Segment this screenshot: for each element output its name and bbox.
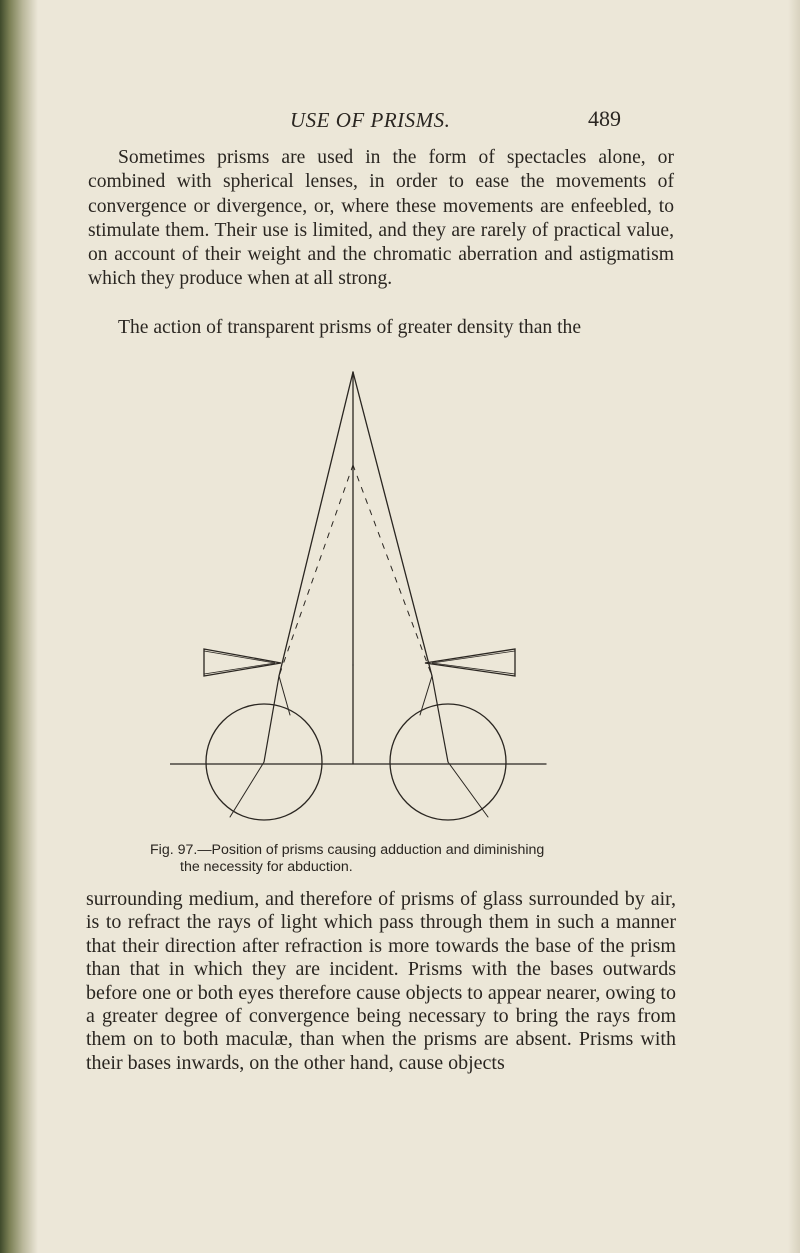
caption-line-1: —Position of prisms causing adduction and diminishing [197, 842, 545, 858]
right-ray [353, 372, 432, 676]
caption-label: Fig. 97. [150, 842, 198, 858]
paragraph-transparent-prisms-start: The action of transparent prisms of greater density than the [118, 317, 582, 338]
figure-caption [150, 842, 660, 876]
left-ray [279, 372, 353, 676]
figure-97-prism-diagram [170, 370, 570, 840]
paragraph-prism-spectacles: Sometimes prisms are used in the form of spectacles alone, or combined with spherical lenses, in order to ease the movements of convergence or divergence, or, where these movements are enfeebled, to stimulate them. Their use is limited, and they are rarely of practical value, on account of their weight and the chromatic aberration and astigmatism which they produce when at all strong. [88, 147, 674, 290]
left-dashed-ray [279, 465, 353, 676]
paragraph-refraction: surrounding medium, and therefore of prisms of glass surrounded by air, is to refract the rays of light which pass through them in such a manner that their direction after refraction is more towards the base of the prism than that in which they are incident. Prisms with the bases outwards before one or both eyes therefore cause objects to appear nearer, owing to a greater degree of convergence being necessary to bring the rays from them on to both maculæ, than when the prisms are absent. Prisms with their bases inwards, on the other hand, cause objects [86, 888, 676, 1074]
page-number: 489 [588, 106, 621, 131]
right-dashed-ray [353, 465, 432, 676]
running-head: USE OF PRISMS. [290, 108, 451, 132]
book-binding-shadow [0, 0, 38, 1253]
caption-line-2: the necessity for abduction. [180, 859, 353, 875]
page-edge [788, 0, 800, 1253]
